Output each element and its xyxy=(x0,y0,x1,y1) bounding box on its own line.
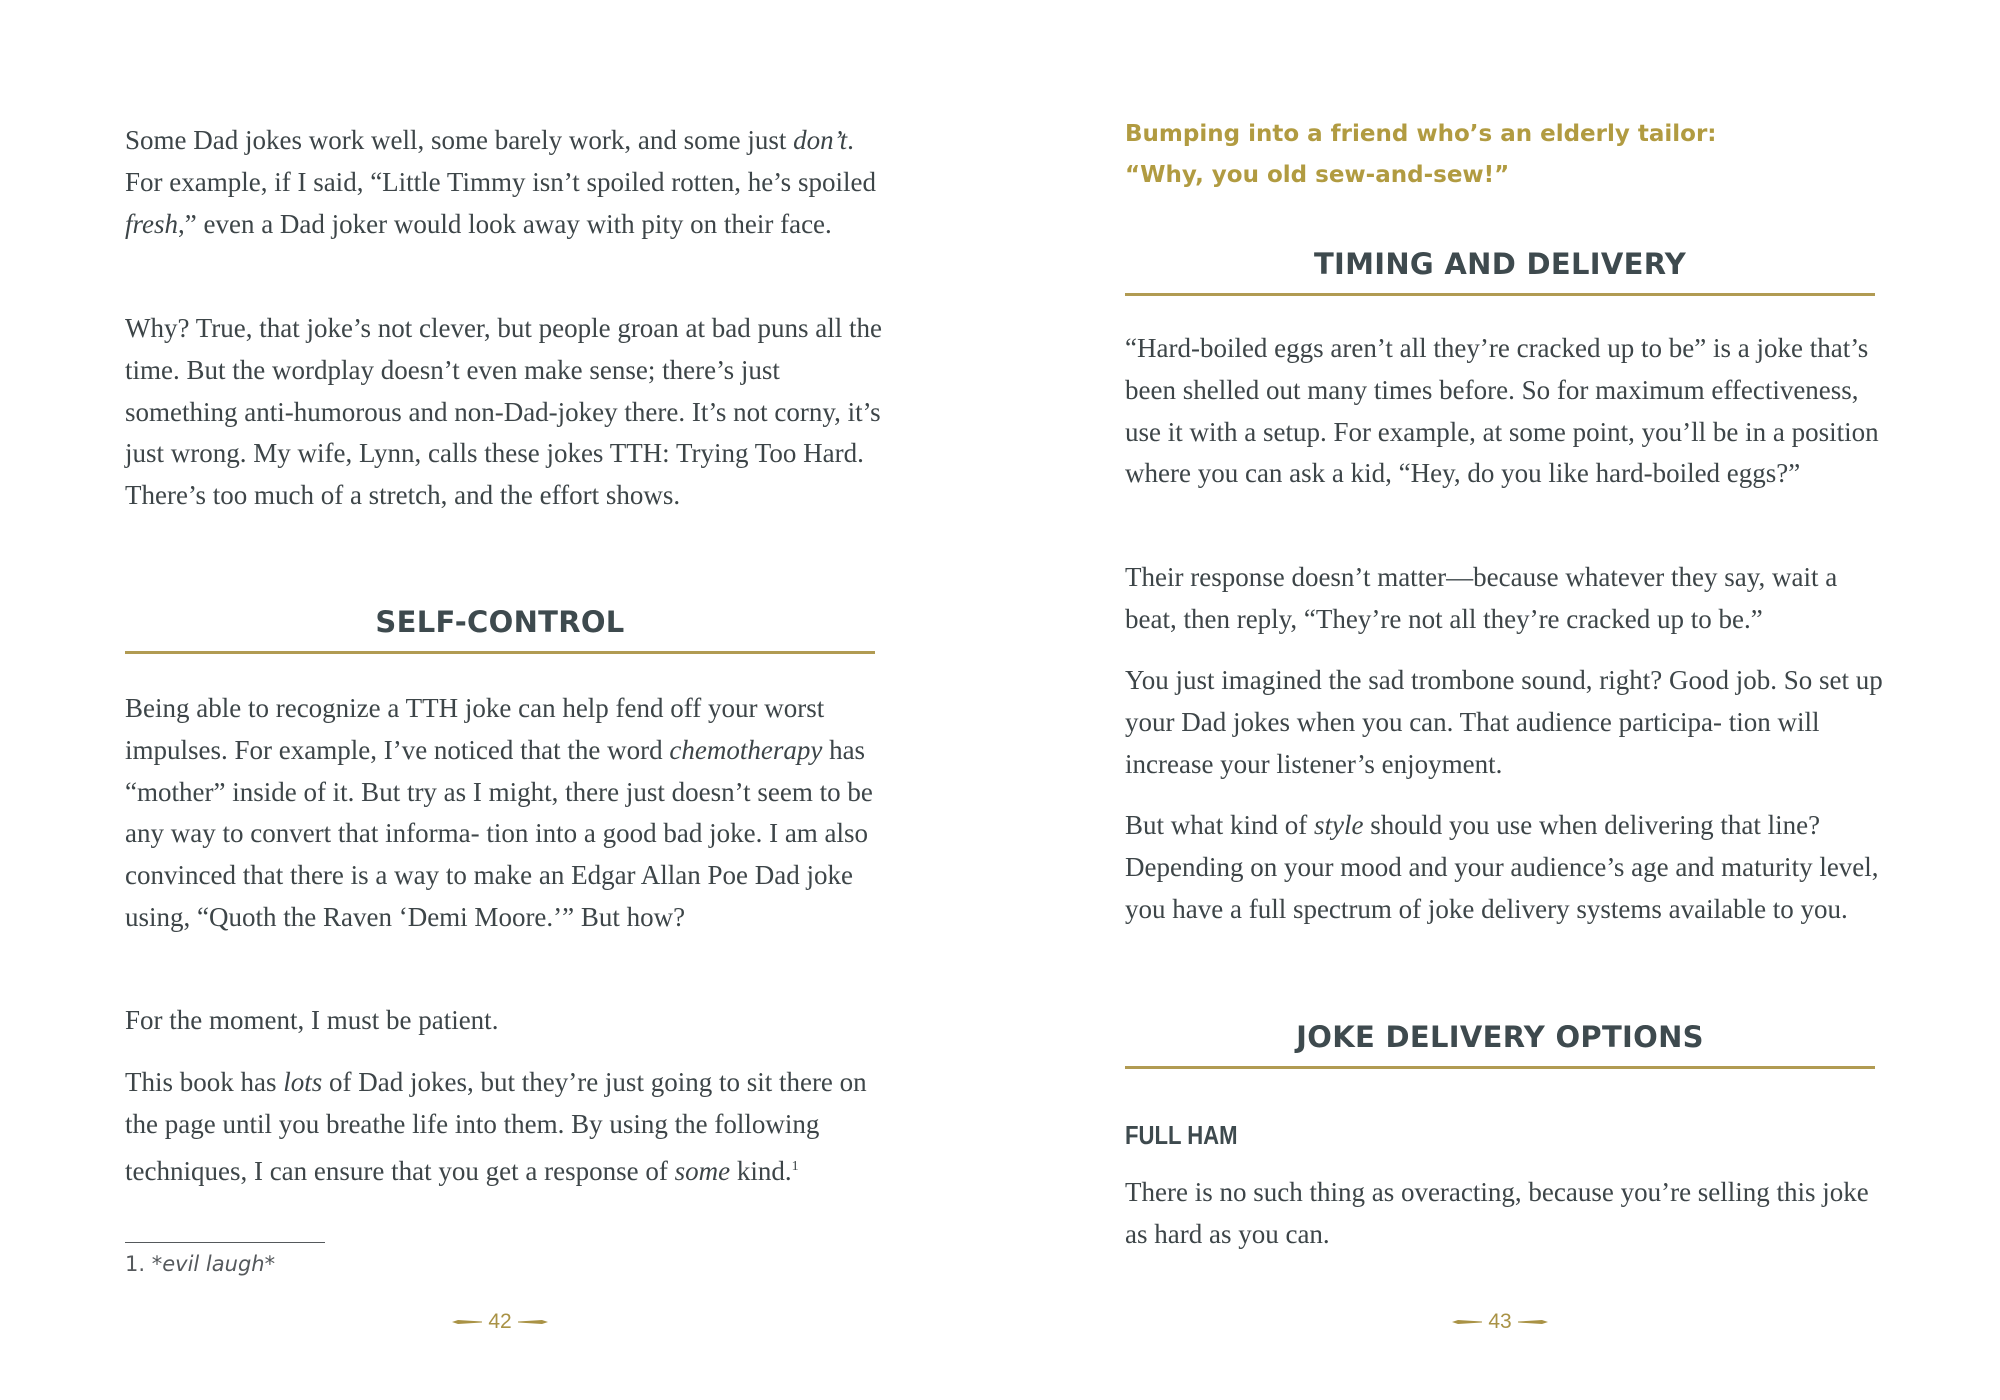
section-heading-timing: TIMING AND DELIVERY xyxy=(1125,247,1875,296)
text: of Dad jokes, but they’re just going to sit there on the page until you breathe life into them. By using the following techniques, I can ensure that you get a response of xyxy=(125,1067,867,1186)
page-number-footer xyxy=(125,1310,875,1334)
joke-callout xyxy=(1125,114,1885,196)
text: has “mother” inside of it. But try as I might, there just doesn’t seem to be any way to convert that informa- tion into a good bad joke. I am also convinced that there is a way to make an Edgar Allan Poe Dad joke using, “Quoth the Raven ‘Demi Moore.’” But how? xyxy=(125,734,873,932)
italic-text: fresh xyxy=(125,208,178,239)
text: Being able to recognize a TTH joke can help fend off your worst impulses. For example, I’ve noticed that the word xyxy=(125,693,825,765)
paragraph-eggs: “Hard-boiled eggs aren’t all they’re cracked up to be” is a joke that’s been shelled out many times before. So for maximum effectiveness, use it with a setup. For example, at some point, you’ll be in a position where you can ask a kid, “Hey, do you like hard-boiled eggs?” xyxy=(1125,333,1879,489)
text: But what kind of xyxy=(1125,810,1314,840)
page-number: 42 xyxy=(488,1310,512,1333)
text: ,” even a Dad joker would look away with pity on their face. xyxy=(178,208,832,239)
subheading-full-ham: FULL HAM xyxy=(1125,1120,1238,1150)
paragraph-patient: For the moment, I must be patient. xyxy=(125,1005,499,1035)
footnote xyxy=(125,1252,275,1276)
paragraph-response: Their response doesn’t matter—because whatever they say, wait a beat, then reply, “They’re not all they’re cracked up to be.” xyxy=(1125,562,1838,634)
italic-text: don’t xyxy=(793,125,848,155)
left-page xyxy=(125,0,882,1400)
section-heading-joke-delivery: JOKE DELIVERY OPTIONS xyxy=(1125,1020,1875,1069)
page-number: 43 xyxy=(1488,1310,1512,1333)
footnote-marker[interactable]: 1 xyxy=(791,1158,799,1174)
footnote-text: *evil laugh* xyxy=(151,1252,276,1276)
text: Some Dad jokes work well, some barely work, and some just xyxy=(125,125,794,155)
footnote-number: 1. xyxy=(125,1252,146,1276)
paragraph-intro xyxy=(125,120,885,245)
paragraph-tth xyxy=(125,688,885,939)
italic-text: lots xyxy=(283,1067,323,1097)
callout-line: Bumping into a friend who’s an elderly tailor: xyxy=(1125,121,1717,147)
italic-text: some xyxy=(674,1155,731,1186)
footnote-rule xyxy=(125,1242,325,1243)
section-heading-self-control: SELF-CONTROL xyxy=(125,605,875,654)
text: should you use when delivering that line? Depending on your mood and your audience’s age and maturity level, you have a full spectrum of joke delivery systems available to you. xyxy=(1125,810,1879,924)
paragraph-trombone: You just imagined the sad trombone sound, right? Good job. So set up your Dad jokes when you can. That audience participa- tion will increase your listener’s enjoyment. xyxy=(1125,665,1883,779)
italic-text: style xyxy=(1314,810,1364,840)
italic-text: chemotherapy xyxy=(669,734,823,765)
right-page xyxy=(1125,0,1883,1400)
page-number-footer xyxy=(1125,1310,1875,1334)
left-flourish-icon xyxy=(1452,1318,1482,1326)
right-flourish-icon xyxy=(518,1318,548,1326)
text: This book has xyxy=(125,1067,284,1097)
paragraph-book xyxy=(125,1062,885,1192)
text: . For example, if I said, “Little Timmy isn’t spoiled rotten, he’s spoiled xyxy=(125,125,876,197)
left-flourish-icon xyxy=(452,1318,482,1326)
callout-line: “Why, you old sew-and-sew!” xyxy=(1125,162,1510,188)
right-flourish-icon xyxy=(1518,1318,1548,1326)
paragraph-full-ham: There is no such thing as overacting, because you’re selling this joke as hard as you can. xyxy=(1125,1177,1869,1249)
paragraph-style xyxy=(1125,805,1885,930)
paragraph-why: Why? True, that joke’s not clever, but people groan at bad puns all the time. But the wordplay doesn’t even make sense; there’s just something anti-humorous and non-Dad-jokey there. It’s not corny, it’s just wrong. My wife, Lynn, calls these jokes TTH: Trying Too Hard. There’s too much of a stretch, and the effort shows. xyxy=(125,313,882,511)
text: kind. xyxy=(730,1155,792,1186)
